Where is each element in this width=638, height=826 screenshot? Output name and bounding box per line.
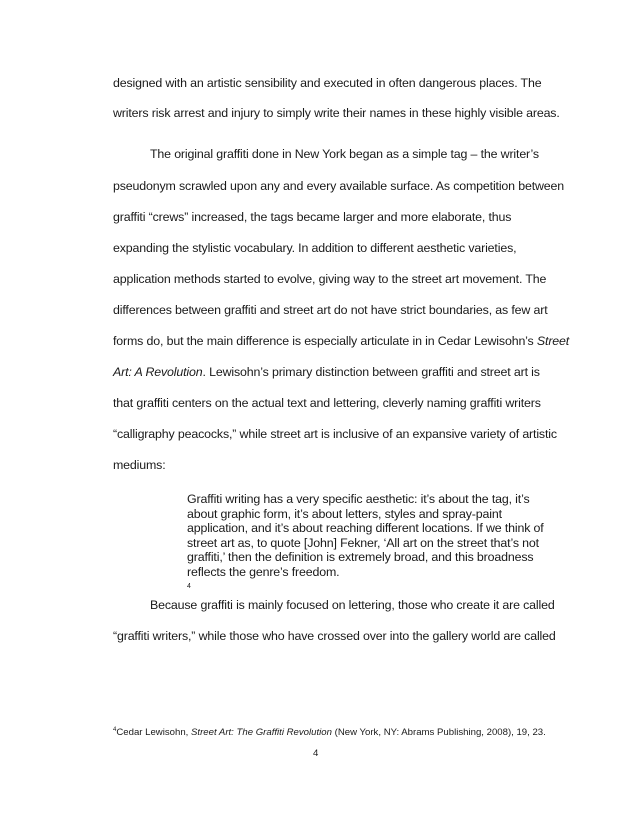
quote-line-last: [187, 565, 547, 596]
footnote-title: Street Art: The Graffiti Revolution: [191, 727, 332, 738]
body-line-7: application methods started to evolve, giving way to the street art movement. The: [113, 272, 547, 286]
book-title-part-1: Street: [536, 334, 570, 348]
quote-line: street art as, to quote [John] Fekner, ‘All art on the street that’s not: [187, 535, 539, 550]
quote-line: graffiti,’ then the definition is extremely broad, and this broadness: [187, 550, 534, 565]
body-line-9: [113, 333, 569, 349]
quote-line-last-text: reflects the genre’s freedom.: [187, 564, 340, 579]
body-line-2: writers risk arrest and injury to simply write their names in these highly visible areas.: [113, 106, 560, 120]
quote-line: about graphic form, it’s about letters, styles and spray-paint: [187, 506, 502, 521]
body-line-1: designed with an artistic sensibility and executed in often dangerous places. The: [113, 76, 542, 90]
footnote-reference[interactable]: 4: [187, 582, 191, 590]
body-line-9-text: forms do, but the main difference is especially articulate in in Cedar Lewisohn’s: [113, 334, 537, 348]
footnote-marker: 4: [113, 727, 117, 733]
footnote-publication: (New York, NY: Abrams Publishing, 2008), 19, 23.: [331, 727, 546, 738]
body-line-10: [113, 364, 540, 380]
quote-line: Graffiti writing has a very specific aesthetic: it’s about the tag, it’s: [187, 492, 530, 506]
footnote: [113, 723, 546, 740]
book-title-part-2: Art: A Revolution: [113, 365, 203, 379]
page-number: 4: [313, 748, 319, 759]
body-line-8: differences between graffiti and street art do not have strict boundaries, as few art: [113, 303, 548, 317]
body-line-10-text: . Lewisohn’s primary distinction between graffiti and street art is: [202, 365, 540, 379]
body-line-11: that graffiti centers on the actual text and lettering, cleverly naming graffiti writers: [113, 396, 541, 410]
footnote-author: Cedar Lewisohn,: [116, 727, 192, 738]
body-line-3: The original graffiti done in New York began as a simple tag – the writer’s: [150, 147, 539, 161]
body-line-12: “calligraphy peacocks,” while street art is inclusive of an expansive variety of artistic: [113, 427, 557, 441]
body-line-15: “graffiti writers,” while those who have crossed over into the gallery world are called: [113, 629, 556, 643]
block-quote: [187, 492, 547, 596]
body-line-14: Because graffiti is mainly focused on lettering, those who create it are called: [150, 598, 555, 612]
body-line-4: pseudonym scrawled upon any and every available surface. As competition between: [113, 179, 565, 193]
body-line-6: expanding the stylistic vocabulary. In addition to different aesthetic varieties,: [113, 241, 517, 255]
body-line-5: graffiti “crews” increased, the tags became larger and more elaborate, thus: [113, 210, 512, 224]
body-line-13: mediums:: [113, 458, 166, 472]
quote-line: application, and it’s about reaching different locations. If we think of: [187, 521, 544, 536]
